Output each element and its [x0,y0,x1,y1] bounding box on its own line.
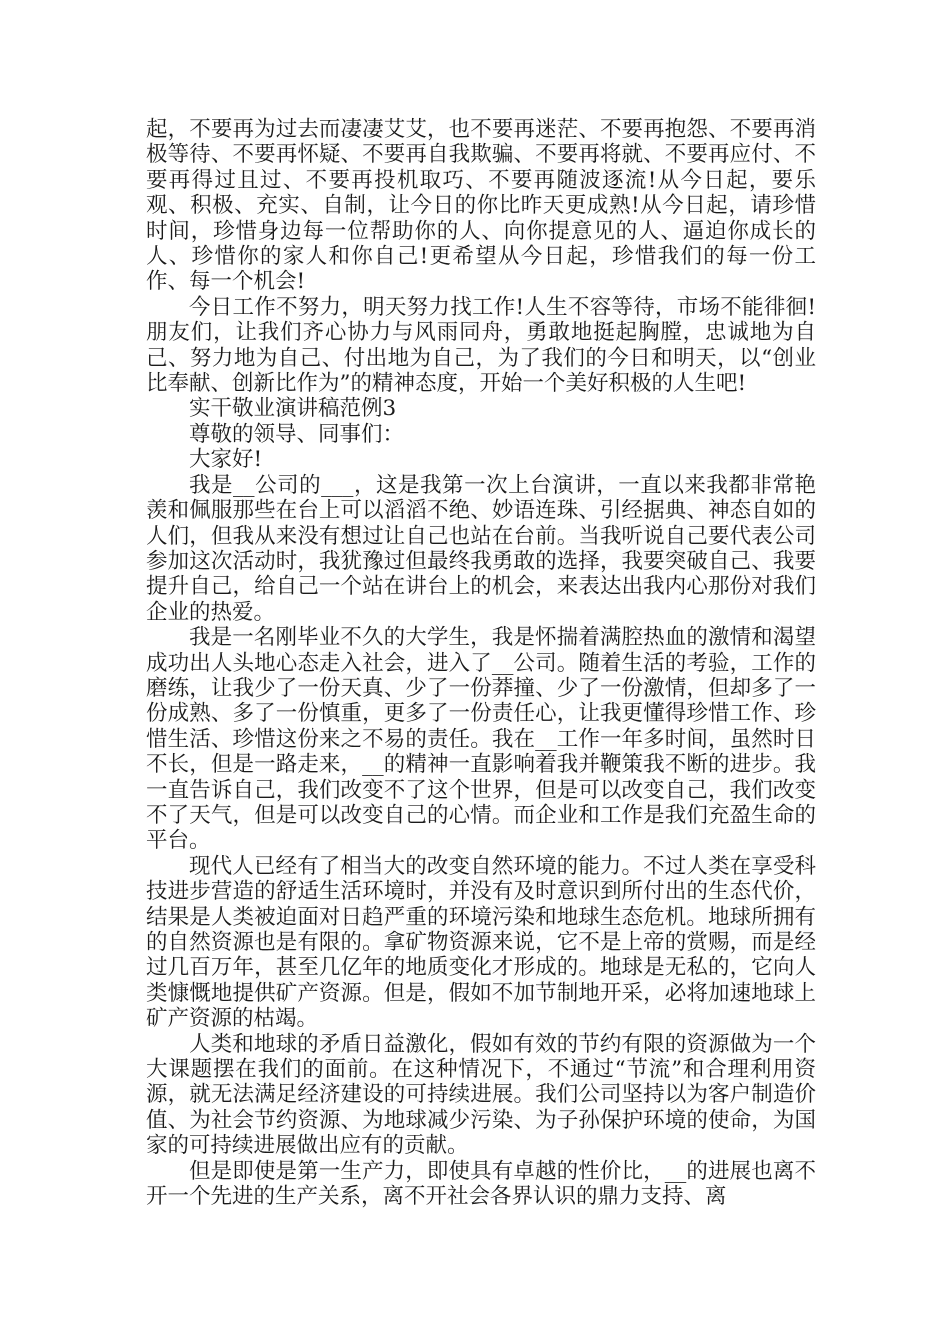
paragraph-environment: 现代人已经有了相当大的改变自然环境的能力。不过人类在享受科技进步营造的舒适生活环境时，并没有及时意识到所付出的生态代价，结果是人类被迫面对日趋严重的环境污染和地球生态危机。地球所拥有的自然资源也是有限的。拿矿物资源来说，它不是上帝的赏赐，而是经过几百万年，甚至几亿年的地质变化才形成的。地球是无私的，它向人类慷慨地提供矿产资源。但是，假如不加节制地开采，必将加速地球上矿产资源的枯竭。 [146,853,816,1032]
paragraph-productivity: 但是即使是第一生产力，即使具有卓越的性价比，__的进展也离不开一个先进的生产关系，离不开社会各界认识的鼎力支持、离 [146,1158,816,1210]
salutation: 尊敬的领导、同事们： [189,421,405,447]
paragraph-resources: 人类和地球的矛盾日益激化，假如有效的节约有限的资源做为一个大课题摆在我们的面前。在这种情况下，不通过“节流”和合理利用资源，就无法满足经济建设的可持续进展。我们公司坚持以为客户制造价值、为社会节约资源、为地球减少污染、为子孙保护环境的使命，为国家的可持续进展做出应有的贡献。 [146,1031,816,1159]
paragraph-graduate: 我是一名刚毕业不久的大学生，我是怀揣着满腔热血的激情和渴望成功出人头地心态走入社会，进入了__公司。随着生活的考验，工作的磨练，让我少了一份天真、少了一份莽撞、少了一份激情，但却多了一份成熟、多了一份慎重，更多了一份责任心，让我更懂得珍惜工作、珍惜生活、珍惜这份来之不易的责任。我在__工作一年多时间，虽然时日不长，但是一路走来，__的精神一直影响着我并鞭策我不断的进步。我一直告诉自己，我们改变不了这个世界，但是可以改变自己，我们改变不了天气，但是可以改变自己的心情。而企业和工作是我们充盈生命的平台。 [146,625,816,854]
section-heading: 实干敬业演讲稿范例3 [189,396,397,422]
greeting: 大家好! [189,447,263,473]
paragraph-intro: 我是__公司的___，这是我第一次上台演讲，一直以来我都非常艳羡和佩服那些在台上可以滔滔不绝、妙语连珠、引经据典、神态自如的人们，但我从来没有想过让自己也站在台前。当我听说自己要代表公司参加这次活动时，我犹豫过但最终我勇敢的选择，我要突破自己、我要提升自己，给自己一个站在讲台上的机会，来表达出我内心那份对我们企业的热爱。 [146,472,816,625]
paragraph-continuation: 起，不要再为过去而凄凄艾艾，也不要再迷茫、不要再抱怨、不要再消极等待、不要再怀疑、不要再自我欺骗、不要再将就、不要再应付、不要再得过且过、不要再投机取巧、不要再随波逐流!从今日起，要乐观、积极、充实、自制，让今日的你比昨天更成熟!从今日起，请珍惜时间，珍惜身边每一位帮助你的人、向你提意见的人、逼迫你成长的人、珍惜你的家人和你自己!更希望从今日起，珍惜我们的每一份工作、每一个机会! [146,117,816,295]
paragraph-closing: 今日工作不努力，明天努力找工作!人生不容等待，市场不能徘徊!朋友们，让我们齐心协力与风雨同舟，勇敢地挺起胸膛，忠诚地为自己、努力地为自己、付出地为自己，为了我们的今日和明天，以“创业比奉献、创新比作为”的精神态度，开始一个美好积极的人生吧! [146,294,816,397]
document-body [146,117,816,1209]
